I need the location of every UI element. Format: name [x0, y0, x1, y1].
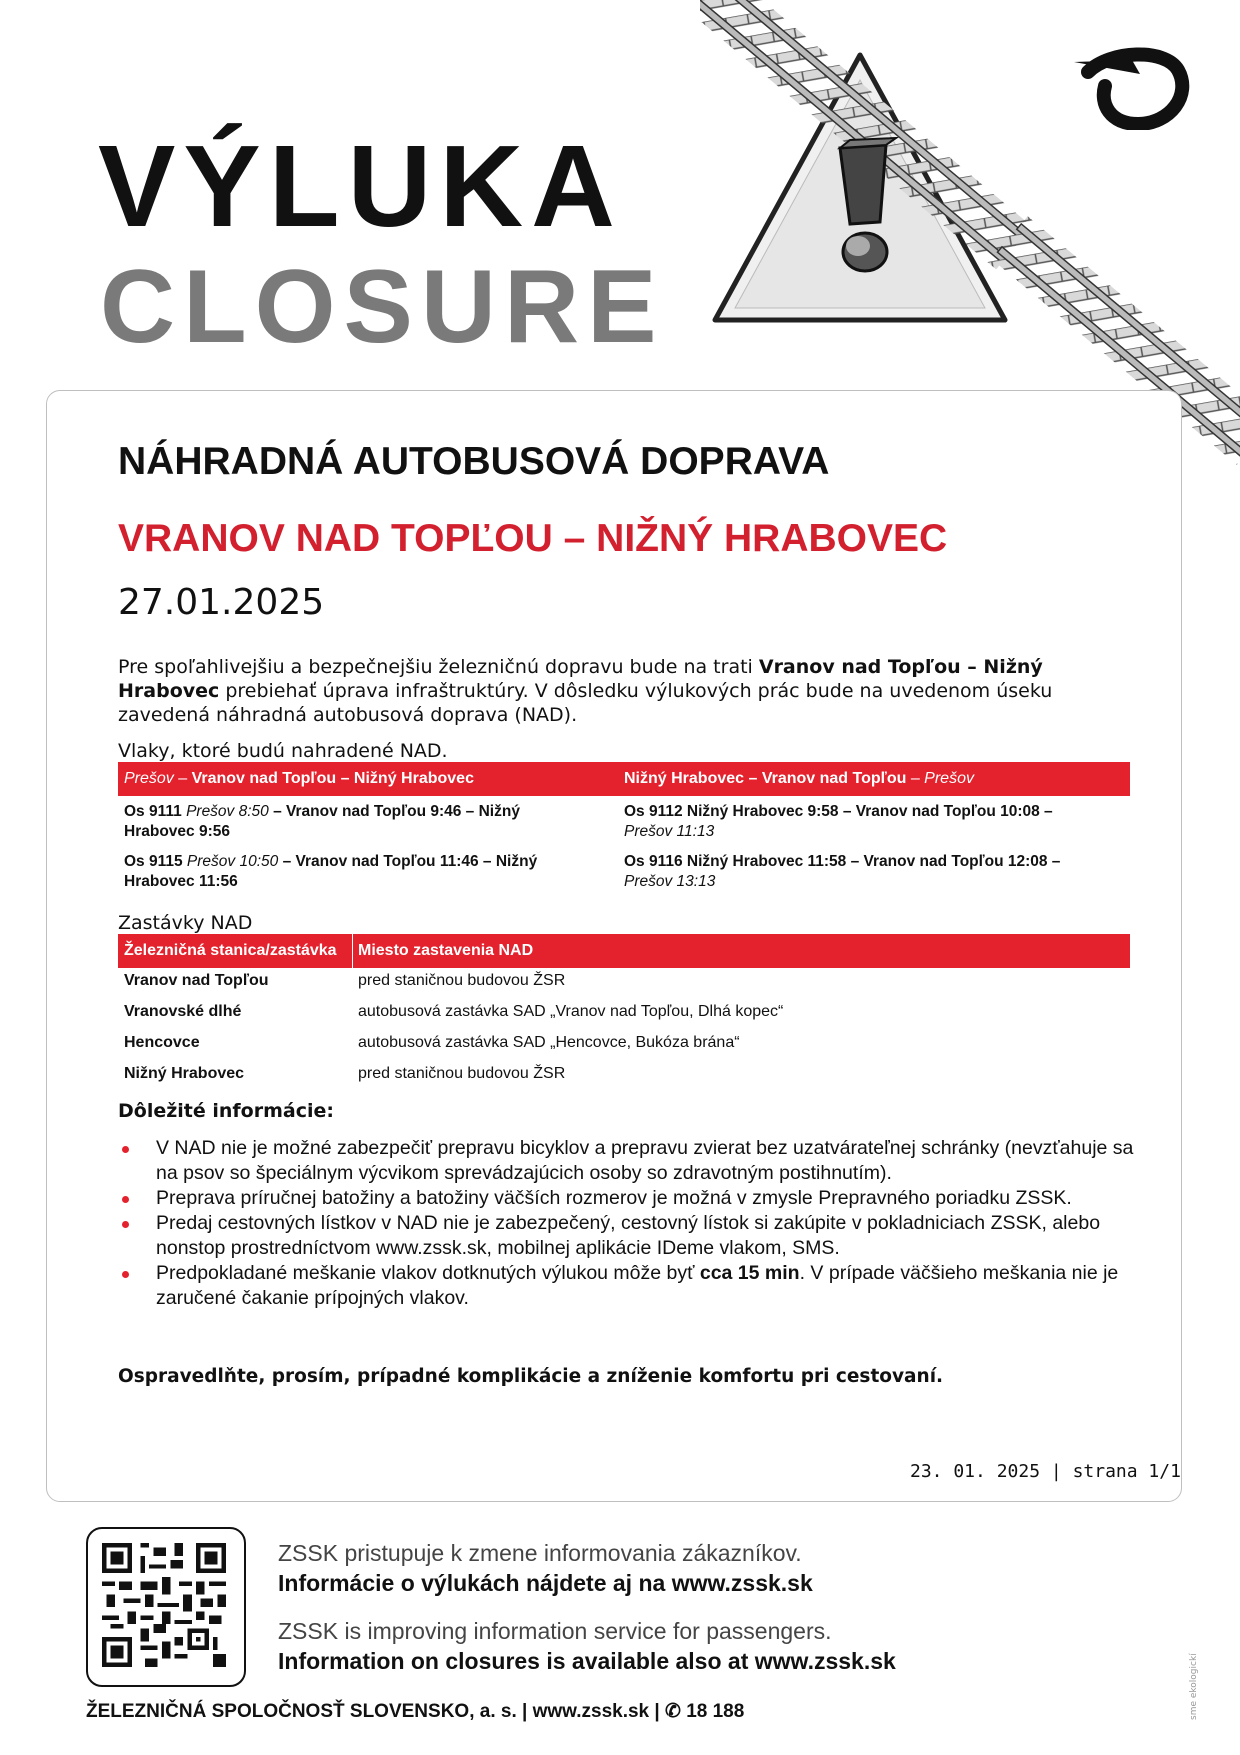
footer-en-line2: Information on closures is available also at www.zssk.sk: [278, 1648, 896, 1674]
stop-row: Nižný Hrabovec pred staničnou budovou ŽSR: [124, 1065, 566, 1082]
stops-heading: Zastávky NAD: [118, 912, 253, 934]
footer-en-line1: ZSSK is improving information service for passengers.: [278, 1618, 832, 1644]
company-info: ŽELEZNIČNÁ SPOLOČNOSŤ SLOVENSKO, a. s. | www.zssk.sk | ✆ 18 188: [86, 1701, 745, 1722]
footer-sk-line2: Informácie o výlukách nájdete aj na www.zssk.sk: [278, 1570, 813, 1596]
closure-date: 27.01.2025: [118, 582, 325, 623]
train-row-1-outbound: Os 9111 Prešov 8:50 – Vranov nad Topľou 9:46 – Nižný Hrabovec 9:56: [124, 803, 520, 840]
page-info: 23. 01. 2025 | strana 1/1: [910, 1461, 1181, 1482]
stops-col-header-station: Železničná stanica/zastávka: [124, 942, 337, 959]
stops-header-divider: [352, 934, 353, 968]
trains-heading: Vlaky, ktoré budú nahradené NAD.: [118, 740, 448, 762]
stop-row: Vranov nad Topľou pred staničnou budovou ŽSR: [124, 972, 566, 989]
train-row-1-return: Os 9112 Nižný Hrabovec 9:58 – Vranov nad Topľou 10:08 – Prešov 11:13: [624, 803, 1053, 840]
info-item-delay: Predpokladané meškanie vlakov dotknutých výlukou môže byť cca 15 min. V prípade väčšieho meškania nie je zaručené čakanie prípojných vlakov.: [118, 1261, 1138, 1311]
apology-text: Ospravedlňte, prosím, prípadné komplikácie a zníženie komfortu pri cestovaní.: [118, 1366, 944, 1387]
route-title: VRANOV NAD TOPĽOU – NIŽNÝ HRABOVEC: [118, 517, 948, 560]
stops-col-header-place: Miesto zastavenia NAD: [358, 942, 534, 959]
train-row-2-return: Os 9116 Nižný Hrabovec 11:58 – Vranov nad Topľou 12:08 – Prešov 13:13: [624, 853, 1061, 890]
stop-row: Hencovce autobusová zastávka SAD „Hencovce, Bukóza brána“: [124, 1034, 740, 1051]
train-row-2-outbound: Os 9115 Prešov 10:50 – Vranov nad Topľou 11:46 – Nižný Hrabovec 11:56: [124, 853, 538, 890]
trains-col-header-2: Nižný Hrabovec – Vranov nad Topľou – Prešov: [624, 770, 974, 787]
info-heading: Dôležité informácie:: [118, 1100, 334, 1122]
intro-paragraph: Pre spoľahlivejšiu a bezpečnejšiu železničnú dopravu bude na trati Vranov nad Topľou – Nižný Hrabovec prebiehať úprava infraštruktúry. V dôsledku výlukových prác bude na uvedenom úseku zavedená náhradná autobusová doprava (NAD).: [118, 656, 1053, 726]
title-closure-cz: VÝLUKA: [98, 121, 623, 251]
info-item-tickets: Predaj cestovných lístkov v NAD nie je zabezpečený, cestovný lístok si zakúpite v pokladniciach ZSSK, alebo nonstop prostredníctvom www.zssk.sk, mobilnej aplikácie IDeme vlakom, SMS.: [118, 1211, 1138, 1261]
notice-heading: NÁHRADNÁ AUTOBUSOVÁ DOPRAVA: [118, 440, 830, 483]
footer-sk-line1: ZSSK pristupuje k zmene informovania zákazníkov.: [278, 1540, 802, 1566]
stop-row: Vranovské dlhé autobusová zastávka SAD „Vranov nad Topľou, Dlhá kopec“: [124, 1003, 784, 1020]
trains-col-header-1: Prešov – Vranov nad Topľou – Nižný Hrabovec: [124, 770, 474, 787]
info-item-bicycles: V NAD nie je možné zabezpečiť prepravu bicyklov a prepravu zvierat bez uzatvárateľnej schránky (nevzťahuje sa na psov so špeciálnym výcvikom sprevádzajúcich osoby so zdravotným postihnutím).: [118, 1136, 1138, 1186]
info-list: [118, 1136, 1138, 1311]
info-item-luggage: Preprava príručnej batožiny a batožiny väčších rozmerov je možná v zmysle Prepravného poriadku ZSSK.: [118, 1186, 1138, 1211]
zssk-logo-icon: [1070, 40, 1190, 130]
qr-code-icon[interactable]: [102, 1543, 226, 1667]
eco-mark: sme ekologickí: [1189, 1653, 1199, 1720]
title-closure-en: CLOSURE: [100, 249, 665, 365]
